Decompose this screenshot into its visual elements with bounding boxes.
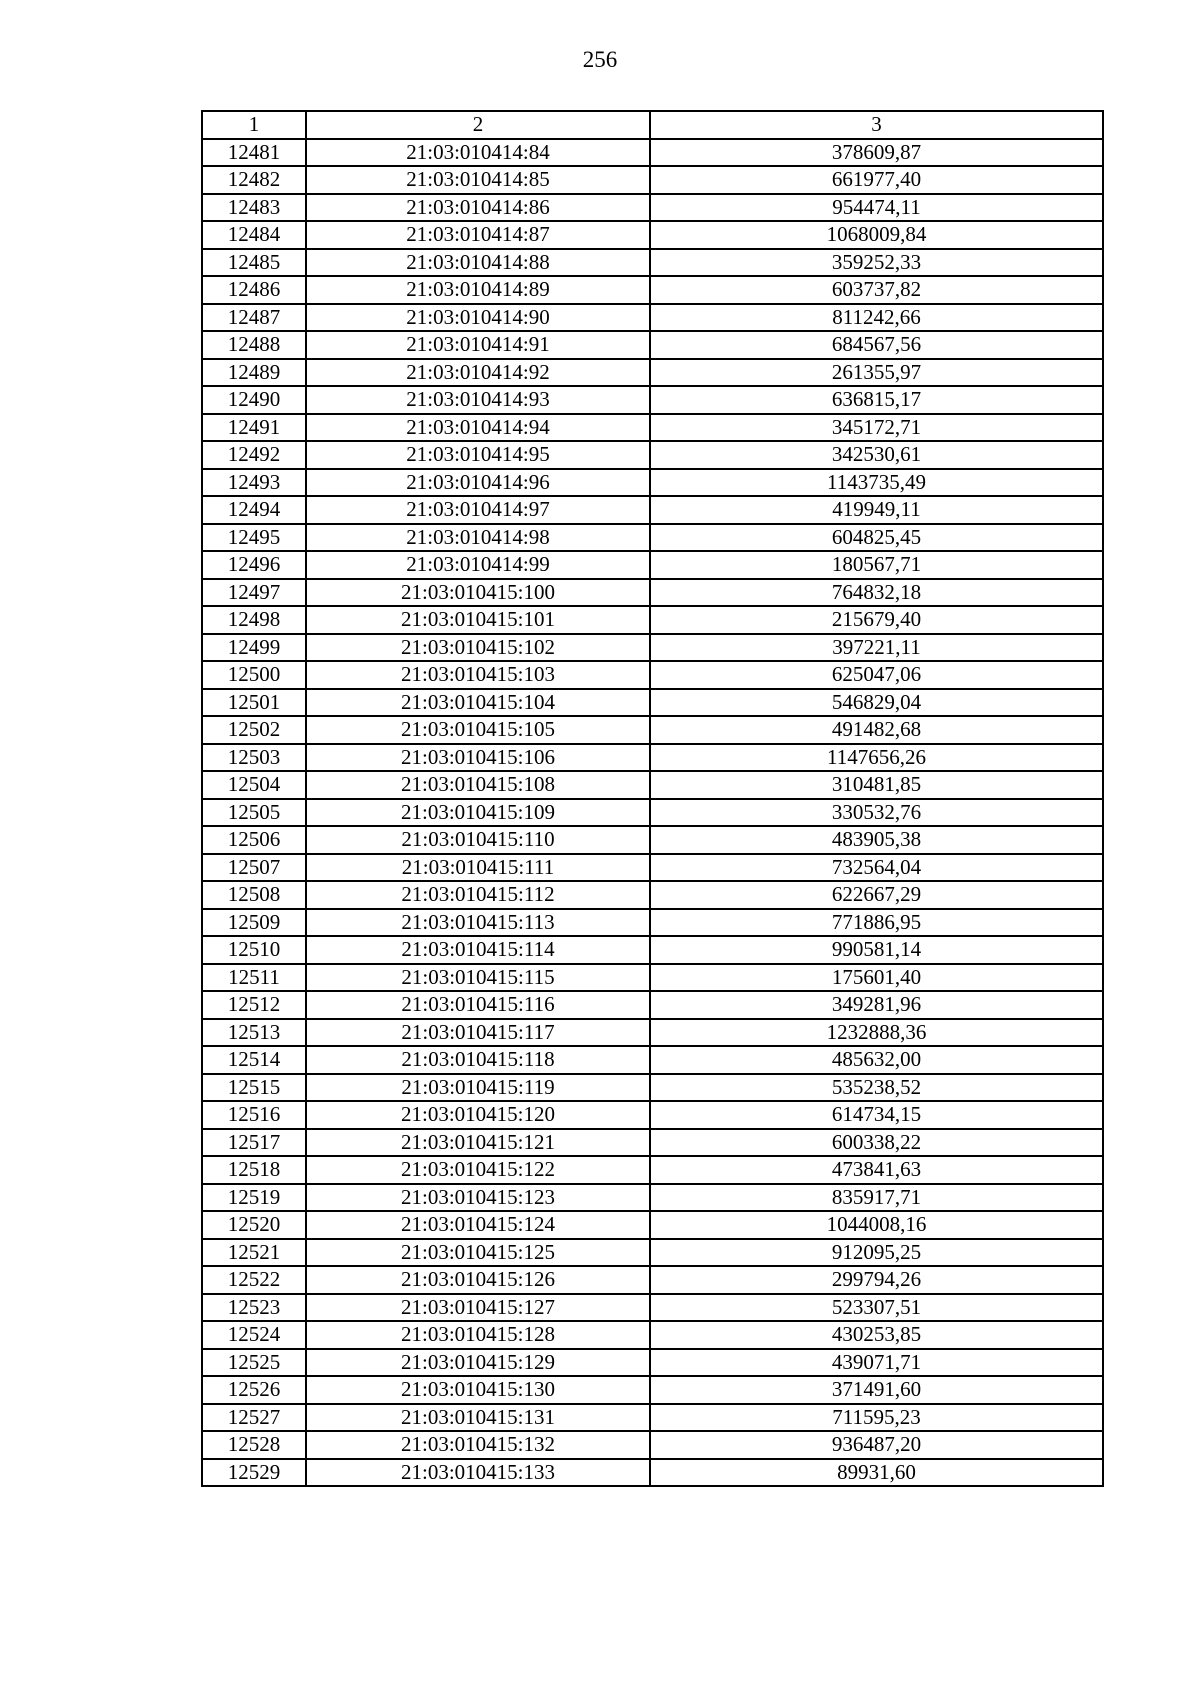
value-cell: 299794,26 (650, 1266, 1103, 1294)
value-cell: 485632,00 (650, 1046, 1103, 1074)
cadastral-number-cell: 21:03:010415:111 (306, 854, 650, 882)
table-row (202, 386, 1103, 414)
row-number-cell: 12517 (202, 1129, 306, 1157)
cadastral-number-cell: 21:03:010414:85 (306, 166, 650, 194)
row-number-cell: 12509 (202, 909, 306, 937)
value-cell: 430253,85 (650, 1321, 1103, 1349)
value-cell: 661977,40 (650, 166, 1103, 194)
table-row (202, 909, 1103, 937)
row-number-cell: 12522 (202, 1266, 306, 1294)
row-number-cell: 12488 (202, 331, 306, 359)
table-row (202, 1349, 1103, 1377)
table-row (202, 1184, 1103, 1212)
value-cell: 954474,11 (650, 194, 1103, 222)
cadastral-number-cell: 21:03:010414:91 (306, 331, 650, 359)
table-row (202, 661, 1103, 689)
value-cell: 342530,61 (650, 441, 1103, 469)
value-cell: 711595,23 (650, 1404, 1103, 1432)
cadastral-number-cell: 21:03:010415:103 (306, 661, 650, 689)
cadastral-number-cell: 21:03:010415:117 (306, 1019, 650, 1047)
table-row (202, 304, 1103, 332)
value-cell: 483905,38 (650, 826, 1103, 854)
table-row (202, 221, 1103, 249)
column-header-2: 2 (306, 111, 650, 139)
table-row (202, 689, 1103, 717)
row-number-cell: 12504 (202, 771, 306, 799)
cadastral-number-cell: 21:03:010414:87 (306, 221, 650, 249)
cadastral-number-cell: 21:03:010415:110 (306, 826, 650, 854)
row-number-cell: 12506 (202, 826, 306, 854)
cadastral-number-cell: 21:03:010414:99 (306, 551, 650, 579)
table-row (202, 551, 1103, 579)
row-number-cell: 12484 (202, 221, 306, 249)
cadastral-number-cell: 21:03:010415:114 (306, 936, 650, 964)
value-cell: 912095,25 (650, 1239, 1103, 1267)
cadastral-number-cell: 21:03:010415:120 (306, 1101, 650, 1129)
value-cell: 600338,22 (650, 1129, 1103, 1157)
value-cell: 261355,97 (650, 359, 1103, 387)
value-cell: 523307,51 (650, 1294, 1103, 1322)
cadastral-number-cell: 21:03:010415:131 (306, 1404, 650, 1432)
value-cell: 936487,20 (650, 1431, 1103, 1459)
value-cell: 535238,52 (650, 1074, 1103, 1102)
value-cell: 378609,87 (650, 139, 1103, 167)
cadastral-number-cell: 21:03:010415:119 (306, 1074, 650, 1102)
value-cell: 1143735,49 (650, 469, 1103, 497)
cadastral-number-cell: 21:03:010415:127 (306, 1294, 650, 1322)
cadastral-number-cell: 21:03:010414:86 (306, 194, 650, 222)
cadastral-number-cell: 21:03:010415:113 (306, 909, 650, 937)
table-row (202, 414, 1103, 442)
row-number-cell: 12487 (202, 304, 306, 332)
table-row (202, 1431, 1103, 1459)
cadastral-number-cell: 21:03:010415:123 (306, 1184, 650, 1212)
value-cell: 604825,45 (650, 524, 1103, 552)
table-row (202, 1211, 1103, 1239)
value-cell: 1068009,84 (650, 221, 1103, 249)
value-cell: 359252,33 (650, 249, 1103, 277)
cadastral-number-cell: 21:03:010415:106 (306, 744, 650, 772)
table-row (202, 744, 1103, 772)
data-table (201, 110, 1104, 1487)
row-number-cell: 12497 (202, 579, 306, 607)
row-number-cell: 12519 (202, 1184, 306, 1212)
row-number-cell: 12498 (202, 606, 306, 634)
row-number-cell: 12490 (202, 386, 306, 414)
cadastral-number-cell: 21:03:010415:116 (306, 991, 650, 1019)
cadastral-number-cell: 21:03:010414:98 (306, 524, 650, 552)
table-row (202, 166, 1103, 194)
row-number-cell: 12515 (202, 1074, 306, 1102)
table-row (202, 469, 1103, 497)
table-row (202, 716, 1103, 744)
table-row (202, 826, 1103, 854)
table-row (202, 441, 1103, 469)
row-number-cell: 12505 (202, 799, 306, 827)
cadastral-number-cell: 21:03:010415:105 (306, 716, 650, 744)
row-number-cell: 12513 (202, 1019, 306, 1047)
table-row (202, 1376, 1103, 1404)
value-cell: 990581,14 (650, 936, 1103, 964)
table-row (202, 881, 1103, 909)
row-number-cell: 12507 (202, 854, 306, 882)
value-cell: 614734,15 (650, 1101, 1103, 1129)
cadastral-number-cell: 21:03:010415:112 (306, 881, 650, 909)
table-row (202, 249, 1103, 277)
column-header-1: 1 (202, 111, 306, 139)
row-number-cell: 12486 (202, 276, 306, 304)
table-row (202, 1156, 1103, 1184)
row-number-cell: 12511 (202, 964, 306, 992)
row-number-cell: 12481 (202, 139, 306, 167)
row-number-cell: 12496 (202, 551, 306, 579)
cadastral-number-cell: 21:03:010415:104 (306, 689, 650, 717)
cadastral-number-cell: 21:03:010415:125 (306, 1239, 650, 1267)
cadastral-number-cell: 21:03:010414:88 (306, 249, 650, 277)
table-row (202, 799, 1103, 827)
table-row (202, 524, 1103, 552)
value-cell: 330532,76 (650, 799, 1103, 827)
row-number-cell: 12508 (202, 881, 306, 909)
table-row (202, 634, 1103, 662)
cadastral-number-cell: 21:03:010415:126 (306, 1266, 650, 1294)
table-row (202, 771, 1103, 799)
value-cell: 835917,71 (650, 1184, 1103, 1212)
table-row (202, 139, 1103, 167)
value-cell: 175601,40 (650, 964, 1103, 992)
row-number-cell: 12492 (202, 441, 306, 469)
value-cell: 371491,60 (650, 1376, 1103, 1404)
row-number-cell: 12525 (202, 1349, 306, 1377)
row-number-cell: 12485 (202, 249, 306, 277)
cadastral-number-cell: 21:03:010415:122 (306, 1156, 650, 1184)
cadastral-number-cell: 21:03:010415:118 (306, 1046, 650, 1074)
row-number-cell: 12528 (202, 1431, 306, 1459)
row-number-cell: 12494 (202, 496, 306, 524)
row-number-cell: 12521 (202, 1239, 306, 1267)
cadastral-number-cell: 21:03:010415:128 (306, 1321, 650, 1349)
row-number-cell: 12493 (202, 469, 306, 497)
row-number-cell: 12512 (202, 991, 306, 1019)
row-number-cell: 12524 (202, 1321, 306, 1349)
value-cell: 89931,60 (650, 1459, 1103, 1487)
value-cell: 439071,71 (650, 1349, 1103, 1377)
cadastral-number-cell: 21:03:010415:133 (306, 1459, 650, 1487)
value-cell: 310481,85 (650, 771, 1103, 799)
table-row (202, 1266, 1103, 1294)
table-row (202, 1459, 1103, 1487)
row-number-cell: 12527 (202, 1404, 306, 1432)
row-number-cell: 12526 (202, 1376, 306, 1404)
table-row (202, 964, 1103, 992)
row-number-cell: 12500 (202, 661, 306, 689)
value-cell: 180567,71 (650, 551, 1103, 579)
value-cell: 1044008,16 (650, 1211, 1103, 1239)
row-number-cell: 12495 (202, 524, 306, 552)
value-cell: 1147656,26 (650, 744, 1103, 772)
page-number: 256 (582, 47, 618, 72)
cadastral-number-cell: 21:03:010415:108 (306, 771, 650, 799)
cadastral-number-cell: 21:03:010415:129 (306, 1349, 650, 1377)
row-number-cell: 12482 (202, 166, 306, 194)
table-row (202, 276, 1103, 304)
row-number-cell: 12529 (202, 1459, 306, 1487)
row-number-cell: 12523 (202, 1294, 306, 1322)
table-row (202, 579, 1103, 607)
value-cell: 473841,63 (650, 1156, 1103, 1184)
value-cell: 771886,95 (650, 909, 1103, 937)
value-cell: 811242,66 (650, 304, 1103, 332)
cadastral-number-cell: 21:03:010415:102 (306, 634, 650, 662)
value-cell: 215679,40 (650, 606, 1103, 634)
table-row (202, 331, 1103, 359)
row-number-cell: 12502 (202, 716, 306, 744)
cadastral-number-cell: 21:03:010415:130 (306, 1376, 650, 1404)
row-number-cell: 12499 (202, 634, 306, 662)
value-cell: 345172,71 (650, 414, 1103, 442)
cadastral-number-cell: 21:03:010414:93 (306, 386, 650, 414)
row-number-cell: 12514 (202, 1046, 306, 1074)
table-row (202, 606, 1103, 634)
table-row (202, 1046, 1103, 1074)
table-header-row (202, 111, 1103, 139)
cadastral-number-cell: 21:03:010415:132 (306, 1431, 650, 1459)
cadastral-number-cell: 21:03:010414:89 (306, 276, 650, 304)
row-number-cell: 12489 (202, 359, 306, 387)
table-row (202, 496, 1103, 524)
value-cell: 622667,29 (650, 881, 1103, 909)
row-number-cell: 12516 (202, 1101, 306, 1129)
cadastral-number-cell: 21:03:010414:95 (306, 441, 650, 469)
row-number-cell: 12518 (202, 1156, 306, 1184)
cadastral-number-cell: 21:03:010415:101 (306, 606, 650, 634)
value-cell: 419949,11 (650, 496, 1103, 524)
table-row (202, 991, 1103, 1019)
table-row (202, 1239, 1103, 1267)
row-number-cell: 12520 (202, 1211, 306, 1239)
value-cell: 349281,96 (650, 991, 1103, 1019)
value-cell: 636815,17 (650, 386, 1103, 414)
row-number-cell: 12483 (202, 194, 306, 222)
cadastral-number-cell: 21:03:010414:94 (306, 414, 650, 442)
value-cell: 603737,82 (650, 276, 1103, 304)
table-row (202, 1404, 1103, 1432)
cadastral-number-cell: 21:03:010414:84 (306, 139, 650, 167)
cadastral-number-cell: 21:03:010415:124 (306, 1211, 650, 1239)
table-row (202, 854, 1103, 882)
table-row (202, 1101, 1103, 1129)
table-row (202, 936, 1103, 964)
value-cell: 764832,18 (650, 579, 1103, 607)
value-cell: 491482,68 (650, 716, 1103, 744)
table-row (202, 1294, 1103, 1322)
value-cell: 732564,04 (650, 854, 1103, 882)
cadastral-number-cell: 21:03:010415:121 (306, 1129, 650, 1157)
cadastral-number-cell: 21:03:010415:100 (306, 579, 650, 607)
value-cell: 397221,11 (650, 634, 1103, 662)
cadastral-number-cell: 21:03:010414:96 (306, 469, 650, 497)
table-row (202, 1019, 1103, 1047)
row-number-cell: 12510 (202, 936, 306, 964)
cadastral-number-cell: 21:03:010414:90 (306, 304, 650, 332)
table-row (202, 359, 1103, 387)
row-number-cell: 12491 (202, 414, 306, 442)
row-number-cell: 12503 (202, 744, 306, 772)
table-row (202, 1074, 1103, 1102)
column-header-3: 3 (650, 111, 1103, 139)
table-row (202, 194, 1103, 222)
cadastral-number-cell: 21:03:010414:92 (306, 359, 650, 387)
cadastral-number-cell: 21:03:010414:97 (306, 496, 650, 524)
value-cell: 625047,06 (650, 661, 1103, 689)
value-cell: 684567,56 (650, 331, 1103, 359)
cadastral-number-cell: 21:03:010415:109 (306, 799, 650, 827)
value-cell: 546829,04 (650, 689, 1103, 717)
table-row (202, 1321, 1103, 1349)
cadastral-number-cell: 21:03:010415:115 (306, 964, 650, 992)
row-number-cell: 12501 (202, 689, 306, 717)
value-cell: 1232888,36 (650, 1019, 1103, 1047)
table-body (202, 139, 1103, 1487)
table-row (202, 1129, 1103, 1157)
